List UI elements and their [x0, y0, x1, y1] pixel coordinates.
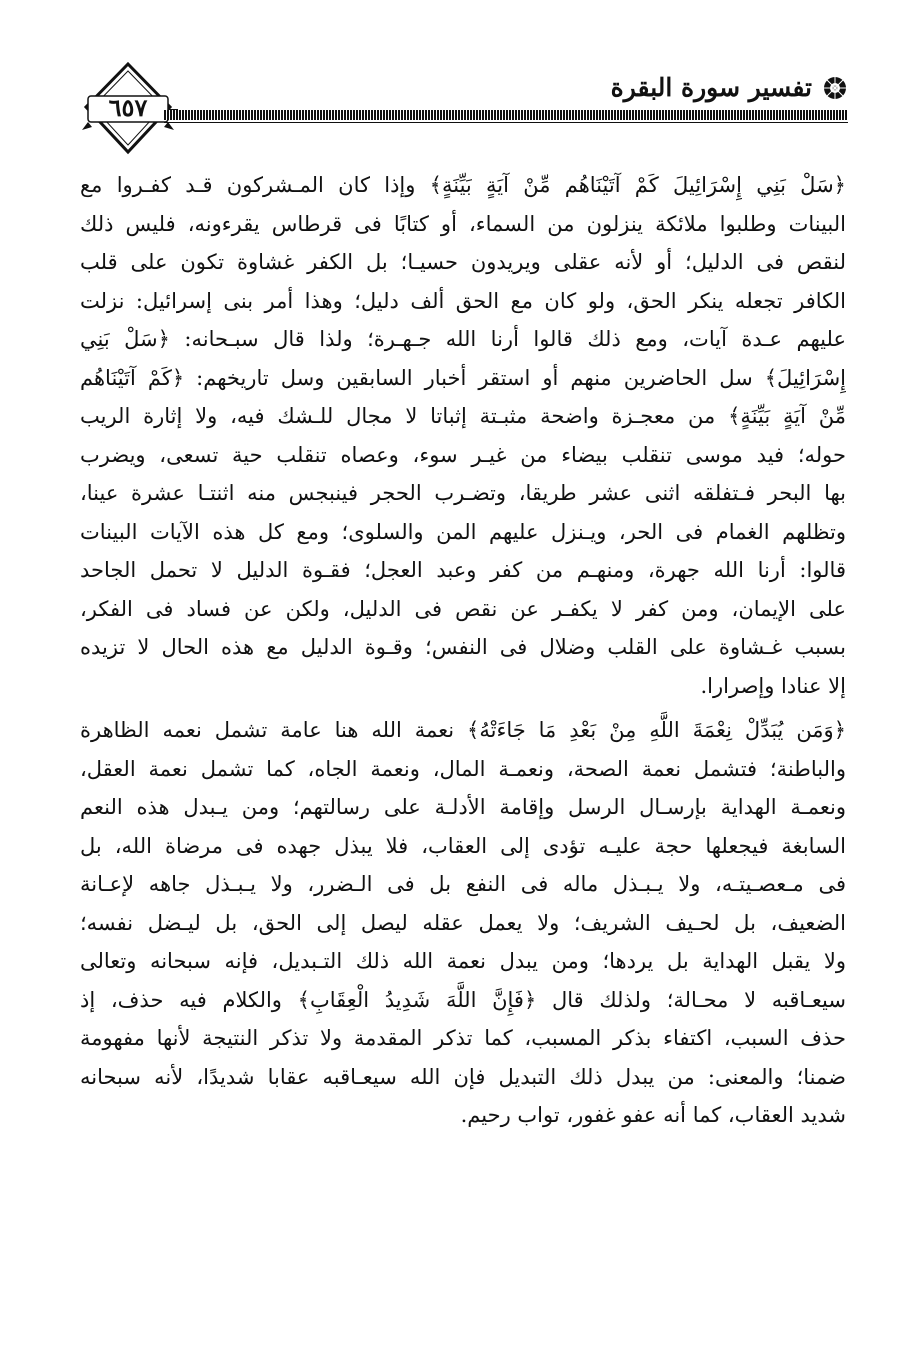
paragraph-2 — [80, 711, 846, 1135]
text-line: الكافر تجعله ينكر الحق، ولو كان مع الحق ألف دليل؛ وهذا أمر بنى إسرائيل: نزلت — [80, 288, 846, 313]
text-line: عليهم عـدة آيات، ومع ذلك قالوا أرنا الله جـهـرة؛ ولذا قال سبـحانه: ﴿سَلْ بَنِي — [80, 327, 846, 351]
text-line: مِّنْ آيَةٍ بَيِّنَةٍ﴾ من معجـزة واضحة مثبـتة إثباتا لا مجال للـشك فيه، ولا إثارة الريب — [80, 404, 846, 428]
text-line: ولا يقبل الهداية بل يردها؛ ومن يبدل نعمة الله ذلك التـبديل، فإنه سبحانه وتعالى — [80, 949, 846, 973]
text-line: السابغة فيجعلها حجة عليـه تؤدى إلى العقاب، فلا يبذل جهده فى مرضاة الله، بل — [80, 833, 846, 858]
header-hatched-rule — [164, 110, 848, 120]
text-line: حذف السبب، اكتفاء بذكر المسبب، كما تذكر المقدمة ولا تذكر النتيجة لأنها مفهومة — [80, 1026, 846, 1050]
text-line: وتظلهم الغمام فى الحر، ويـنزل عليهم المن والسلوى؛ ومع كل هذه الآيات البينات — [80, 519, 846, 544]
text-line: سيعـاقبه لا محـالة؛ ولذلك قال ﴿فَإِنَّ اللَّهَ شَدِيدُ الْعِقَابِ﴾ والكلام فيه حذف، إذ — [80, 987, 846, 1012]
header-divider — [164, 122, 848, 123]
header-title-group — [611, 68, 848, 108]
text-line: والباطنة؛ فتشمل نعمة الصحة، ونعمـة المال، ونعمة الجاه، كما تشمل نعمة العقل، — [80, 756, 846, 781]
page-header — [78, 60, 848, 160]
text-line: البينات وطلبوا ملائكة ينزلون من السماء، أو كتابًا فى قرطاس يقرءونه، فليس ذلك — [80, 211, 846, 236]
text-line: الضعيف، بل لحـيف الشريف؛ ولا يعمل عقله ليصل إلى الحق، بل ليـضل نفسه؛ — [80, 910, 846, 935]
page-number: ٦٥٧ — [108, 93, 148, 122]
text-line: إلا عنادا وإصرارا. — [700, 673, 846, 698]
text-line: بسبب غـشاوة على القلب وضلال فى النفس؛ وقـوة الدليل مع هذه الحال لا تزيده — [80, 635, 846, 659]
page-number-badge — [78, 60, 178, 160]
text-line: ﴿وَمَن يُبَدِّلْ نِعْمَةَ اللَّهِ مِنْ بَعْدِ مَا جَاءَتْهُ﴾ نعمة الله هنا عامة تشمل نعمه الظاهرة — [80, 718, 846, 742]
text-line: ضمنا؛ والمعنى: من يبدل ذلك التبديل فإن الله سيعـاقبه عقابا شديدًا، لأنه سبحانه — [80, 1064, 846, 1089]
header-title: تفسير سورة البقرة — [610, 73, 812, 102]
flower-ornament-icon — [822, 75, 848, 101]
paragraph-1 — [80, 166, 846, 705]
page-body — [80, 166, 846, 1141]
text-line: شديد العقاب، كما أنه عفو غفور، تواب رحيم. — [460, 1103, 846, 1127]
text-line: فى مـعصـيتـه، ولا يـبـذل ماله فى النفع بل فى الـضرر، ولا يـبـذل جاهه لإعـانة — [80, 872, 846, 896]
text-line: ونعمـة الهداية بإرسـال الرسل وإقامة الأدلـة على رسالتهم؛ ومن يـبدل هذه النعم — [80, 795, 846, 819]
text-line: إِسْرَائِيلَ﴾ سل الحاضرين منهم أو استقر أخبار السابقين وسل تاريخهم: ﴿كَمْ آتَيْنَاهُم — [80, 365, 846, 390]
text-line: حوله؛ فيد موسى تنقلب بيضاء من غيـر سوء، وعصاه تنقلب حية تسعى، ويضرب — [80, 442, 846, 467]
text-line: على الإيمان، ومن كفر لا يكفـر عن نقص فى الدليل، ولكن عن فساد فى الفكر، — [80, 596, 846, 621]
text-line: ﴿سَلْ بَنِي إِسْرَائِيلَ كَمْ آتَيْنَاهُم مِّنْ آيَةٍ بَيِّنَةٍ﴾ وإذا كان المـشركون قـد كفـروا مع — [80, 173, 846, 197]
text-line: بها البحر فـتفلقه اثنى عشر طريقا، وتضـرب الحجر فينبجس منه اثنتـا عشرة عينا، — [80, 481, 846, 505]
text-line: لنقص فى الدليل؛ أو لأنه عقلى ويريدون حسيـا؛ بل الكفر غشاوة تكون على قلب — [80, 250, 846, 274]
text-line: قالوا: أرنا الله جهرة، ومنهـم من كفر وعبد العجل؛ فقـوة الدليل لا تحمل الجاحد — [80, 558, 846, 582]
